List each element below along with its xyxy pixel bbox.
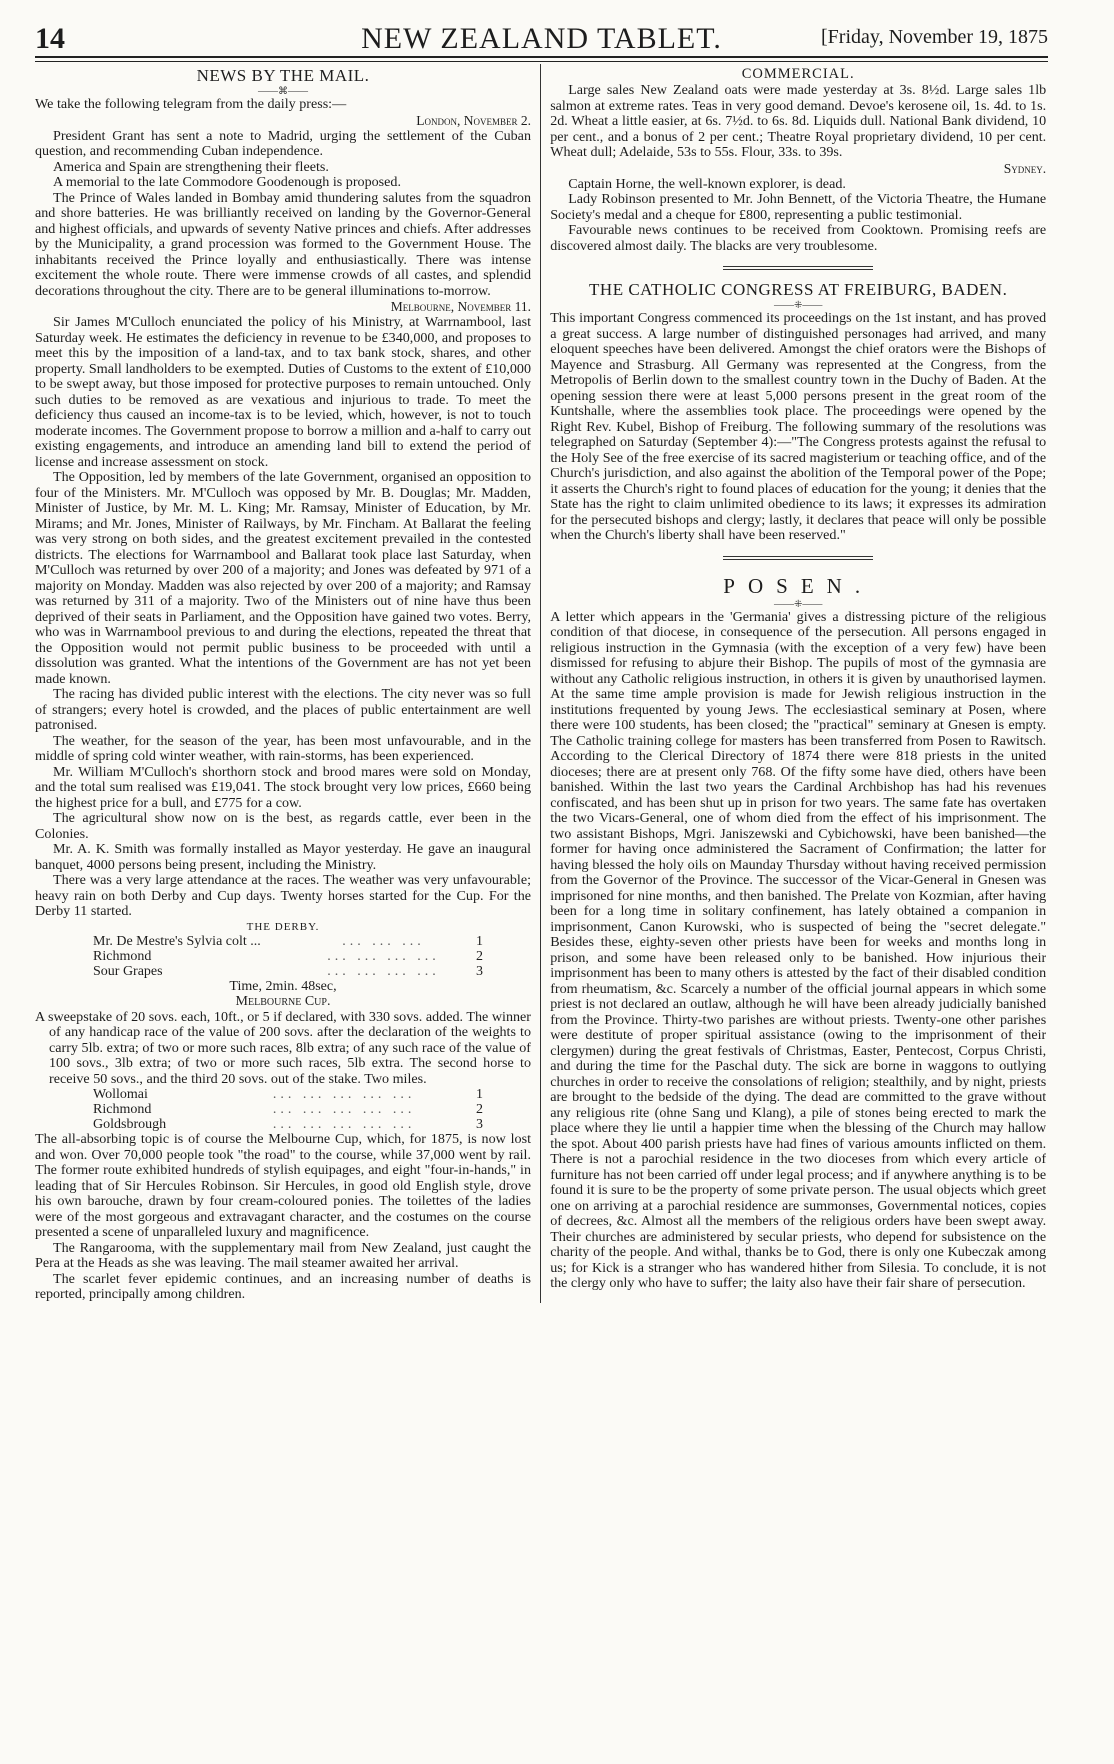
news-paragraph: President Grant has sent a note to Madrid, urging the settlement of the Cuban question, and recommending Cuban independence. (35, 127, 531, 159)
news-heading: NEWS BY THE MAIL. (196, 66, 370, 85)
news-paragraph: Mr. A. K. Smith was formally installed as Mayor yesterday. He gave an inaugural banquet, 4000 persons being present, including the Ministry. (35, 841, 531, 873)
derby-results (35, 934, 531, 979)
right-column (541, 64, 1046, 1303)
news-paragraph: America and Spain are strengthening their fleets. (53, 158, 329, 175)
dateline-melbourne: Melbourne, November 11. (390, 299, 531, 314)
derby-time: Time, 2min. 48sec, (229, 978, 337, 994)
result-horse: Richmond (93, 1102, 152, 1117)
news-paragraph: The Rangarooma, with the supplementary mail from New Zealand, just caught the Pera at the Heads as she was leaving. The mail steamer awaited her arrival. (35, 1239, 531, 1271)
result-dots: ... ... ... ... (327, 963, 440, 979)
news-paragraph: The weather, for the season of the year, has been most unfavourable, and in the middle of spring cold winter weather, with rain-storms, has been experienced. (35, 732, 531, 764)
ornament: ——⁜—— (773, 300, 823, 311)
posen-heading: POSEN. (723, 573, 874, 598)
news-paragraph: Sir James M'Culloch enunciated the policy of his Ministry, at Warrnambool, last Saturday week. He estimates the deficiency in revenue to be £340,000, and proposes to meet this by the imposition of a land-tax, and to tax bank stock, shares, and other property. Small landholders to be exempted. Duties of Customs to the extent of £10,000 to be swept away, but those imposed for protective purposes to remain untouched. Only such duties to be removed as are vexatious and injurious to trade. To meet the deficiency thus caused an income-tax is to be levied, which, however, is not to touch moderate incomes. The Government propose to borrow a million and a-half to carry out existing engagements, and introduce an amending land bill to extend the period of license and increase assessment on stock. (35, 314, 531, 470)
result-place: 3 (476, 963, 483, 979)
result-place: 2 (476, 948, 483, 964)
section-separator (723, 266, 873, 270)
columns (35, 64, 1048, 1303)
newspaper-title: NEW ZEALAND TABLET. (361, 22, 722, 55)
section-separator (723, 556, 873, 560)
news-paragraph: There was a very large attendance at the races. The weather was very unfavourable; heavy rain on both Derby and Cup days. Twenty horses started for the Cup. For the Derby 11 started. (35, 872, 531, 919)
congress-body: This important Congress commenced its proceedings on the 1st instant, and has proved a great success. A large number of distinguished personages had arrived, and many eloquent speeches have been delivered. Amongst the chief orators were the Bishops of Mayence and Strasburg. All Germany was represented at the Congress, from the Metropolis of Berlin down to the smallest country town in the Duchy of Baden. At the opening session there were at least 5,000 persons present in the great room of the Kuntshalle, where the assemblies took place. The proceedings were opened by the Right Rev. Kubel, Bishop of Freiburg. The following summary of the resolutions was telegraphed on Saturday (September 4):—"The Congress protests against the refusal to the Holy See of the free exercise of its sacred magisterium or teaching office, and of the Church's jurisdiction, and also against the abolition of the Temporal power of the Pope; it asserts the Church's right to found places of education for the young; it denies that the State has the right to claim unlimited obedience to its laws; it expresses its admiration for the persecuted bishops and clergy; lastly, it declares that peace will only be possible when the Church's liberty shall have been reserved." (550, 310, 1047, 543)
ornament: ——⌘—— (258, 86, 308, 97)
news-paragraph: The all-absorbing topic is of course the Melbourne Cup, which, for 1875, is now lost and won. Over 70,000 people took "the road" to the course, while 37,000 went by rail. The former route exhibited hundreds of stylish equipages, and eight "four-in-hands," in leading that of Sir Hercules Robinson. Sir Hercules, in good old English style, drove his own barouche, drawn by four cream-coloured ponies. The toilettes of the ladies were of the most gorgeous and extravagant character, and the costumes on the course presented a scene of unparalleled luxury and magnificence. (35, 1131, 531, 1240)
commercial-paragraph: Large sales New Zealand oats were made yesterday at 3s. 8½d. Large sales 1lb salmon at extreme rates. Teas in very good demand. Devoe's kerosene oil, 1s. 4d. to 1s. 2d. Wheat a little easier, at 6s. 7½d. to 6s. 8d. Liquids dull. National Bank dividend, 10 per cent., and a bonus of 2 per cent.; Theatre Royal proprietary dividend, 10 per cent. Wheat dull; Adelaide, 53s to 55s. Flour, 33s. to 39s. (550, 82, 1047, 160)
cup-title: Melbourne Cup. (235, 994, 331, 1009)
result-place: 2 (476, 1102, 483, 1117)
left-column (35, 64, 540, 1303)
result-row (35, 949, 531, 964)
posen-body: A letter which appears in the 'Germania' gives a distressing picture of the religious condition of that diocese, in consequence of the persecution. All persons engaged in religious instruction in the Gymnasia (with the exception of a very few) have been dismissed for refusing to abjure their Bishop. The pupils of most of the gymnasia are without any Catholic religious instruction, in others it is given by unauthorised laymen. At the same time ample provision is made for Jewish religious instruction in the institutions frequented by young Jews. The ecclesiastical seminary at Posen, where there were 100 students, has been closed; the "practical" seminary at Gnesen is empty. The Catholic training college for masters has been transferred from Posen to Rawitsch. According to the Clerical Directory of 1874 there were 818 priests in the united dioceses; there are at present only 768. Of the fifty some have died, others have been banished. Within the last two years the Cardinal Archbishop has had his revenues confiscated, and has been shut up in prison for two years. The same fate has overtaken the two Vicars-General, one of whom died from the effect of his imprisonment. The two assistant Bishops, Mgri. Janiszewski and Cybichowski, have been banished—the former for having once administered the Sacrament of Confirmation; the latter for having blessed the holy oils on Maunday Thursday without having received permission from the Governor of the Province. The successor of the Vicar-General in Gnesen was imprisoned for nine months, and then banished. The Prelate von Kozmian, after having been for a long time in solitary confinement, has lately obtained a companion in imprisonment, Canon Kurowski, who is suspected of being the "secret delegate." Besides these, eighty-seven other priests have been for weeks and months long in prison, and some have been released only to be banished. How injurious their imprisonment has been to many others is attested by the fact of their disabled condition from rheumatism, &c. Scarcely a number of the official journal appears in which some priest is not declared an outlaw, although he will have been already judicially banished from the Province. Thirty-two parishes are without priests. Twenty-one other parishes were destitute of proper spiritual assistance (owing to the imprisonment of their clergymen) during the great festivals of Christmas, Easter, Pentecost, Corpus Christi, and during the time for the Paschal duty. The sick are borne in waggons to outlying churches in order to receive the consolations of religion; stealthily, and by night, priests are brought to the bedside of the dying. The dead are committed to the grave without any religious rite (ohne Sang und Klang), a pile of stones being erected to mark the place where they lie until a happier time when the blessing of the Church may hallow the spot. About 400 parish priests have had fines of various amounts inflicted on them. There is not a parochial residence in the two dioceses from which every article of furniture has not been carried off under legal process; and if anywhere anything is to be found it is sure to be the property of some private person. The usual objects which greet one on arriving at a parochial residence are summonses, Governmental notices, copies of decrees, &c. Almost all the members of the religious orders have been swept away. Their churches are administered by secular priests, who depend for subsistence on the charity of the people. And withal, thanks be to God, there is only one Kubeczak among us; for Kick is a stranger who has wandered hither from Silesia. To conclude, it is not the clergy only who have to suffer; the laity also have their fair share of persecution. (550, 608, 1047, 1291)
cup-results (35, 1087, 531, 1132)
header-rule (35, 61, 1048, 62)
news-paragraph: The scarlet fever epidemic continues, and an increasing number of deaths is reported, principally among children. (35, 1270, 531, 1302)
result-horse: Goldsbrough (93, 1117, 167, 1132)
commercial-paragraph: Favourable news continues to be received from Cooktown. Promising reefs are discovered almost daily. The blacks are very troublesome. (550, 222, 1047, 254)
masthead (35, 22, 1048, 58)
result-row (35, 964, 531, 979)
dateline-london: London, November 2. (416, 112, 531, 128)
result-row (35, 1117, 531, 1132)
result-horse: Wollomai (93, 1087, 148, 1102)
news-paragraph: Mr. William M'Culloch's shorthorn stock and brood mares were sold on Monday, and the total sum realised was £19,041. The stock brought very low prices, £660 being the highest price for a bull, and £775 for a cow. (35, 763, 531, 811)
cup-conditions: A sweepstake of 20 sovs. each, 10ft., or 5 if declared, with 330 sovs. added. The winner of any handicap race of the value of 200 sovs. after the declaration of the weights to carry 5lb. extra; of two or more such races, 8lb extra; of any such race of the value of 100 sovs., 3lb extra; of two or more such races, 5lb extra. The second horse to receive 50 sovs., and the third 20 sovs. out of the stake. Two miles. (35, 1008, 531, 1087)
result-dots: ... ... ... ... ... (272, 1102, 416, 1117)
result-dots: ... ... ... ... (327, 948, 440, 964)
news-paragraph: The Opposition, led by members of the late Government, organised an opposition to four of the Ministers. Mr. M'Culloch was opposed by Mr. B. Douglas; Mr. Madden, Minister of Justice, by Mr. M. L. King; Mr. Ramsay, Minister of Education, by Mr. Mirams; and Mr. Jones, Minister of Railways, by Mr. Fincham. At Ballarat the feeling was very strong on both sides, and the greatest excitement prevailed in the contested districts. The elections for Warrnambool and Ballarat took place last Saturday, when M'Culloch was returned by over 200 of a majority; and Jones was defeated by 971 of a majority on Monday. Madden was also rejected by over 200 of a majority; and Ramsay was returned by 311 of a majority. Two of the Ministers out of nine have thus been deprived of their seats in Parliament, and the Opposition have gained two votes. Berry, who was in Warrnambool previous to and during the elections, repeated the threat that the Opposition would not permit public business to be proceeded with until a dissolution was granted. What the intentions of the Government are has not yet been made known. (35, 469, 531, 687)
result-horse: Mr. De Mestre's Sylvia colt ... (93, 933, 261, 949)
derby-title: THE DERBY. (246, 920, 320, 933)
result-dots: ... ... ... ... ... (272, 1087, 416, 1102)
page-number: 14 (35, 22, 65, 55)
dateline-sydney: Sydney. (1003, 160, 1047, 176)
result-row (35, 1102, 531, 1117)
commercial-heading: COMMERCIAL. (741, 66, 855, 82)
result-horse: Sour Grapes (93, 963, 163, 979)
commercial-paragraph: Lady Robinson presented to Mr. John Bennett, of the Victoria Theatre, the Humane Society's medal and a cheque for £800, representing a public testimonial. (550, 191, 1047, 223)
ornament: ——⁜—— (773, 598, 823, 610)
result-row (35, 934, 531, 949)
news-paragraph: The agricultural show now on is the best, as regards cattle, ever been in the Colonies. (35, 810, 531, 842)
commercial-paragraph: Captain Horne, the well-known explorer, is dead. (568, 175, 846, 192)
result-dots: ... ... ... ... ... (272, 1117, 416, 1132)
result-dots: ... ... ... (342, 933, 425, 949)
congress-heading: THE CATHOLIC CONGRESS AT FREIBURG, BADEN. (589, 280, 1008, 299)
result-place: 1 (476, 933, 483, 949)
result-row (35, 1087, 531, 1102)
issue-date: [Friday, November 19, 1875 (821, 26, 1048, 48)
news-paragraph: A memorial to the late Commodore Goodenough is proposed. (53, 174, 401, 190)
news-paragraph: The Prince of Wales landed in Bombay amid thundering salutes from the squadron and shore batteries. He was brilliantly received on landing by the Governor-General and highest officials, and upwards of seventy Native princes and chiefs. After addresses by the Municipality, a grand procession was formed to the Government House. The inhabitants received the Prince loyally and enthusiastically. There was intense excitement the whole route. There were immense crowds of all castes, and splendid decorations throughout the city. There are to be general illuminations to-morrow. (35, 189, 531, 299)
news-intro: We take the following telegram from the daily press:— (35, 96, 347, 112)
result-place: 1 (476, 1087, 483, 1102)
result-horse: Richmond (93, 948, 152, 964)
result-place: 3 (476, 1117, 483, 1132)
news-paragraph: The racing has divided public interest with the elections. The city never was so full of strangers; every hotel is crowded, and the places of public entertainment are well patronised. (35, 686, 531, 733)
